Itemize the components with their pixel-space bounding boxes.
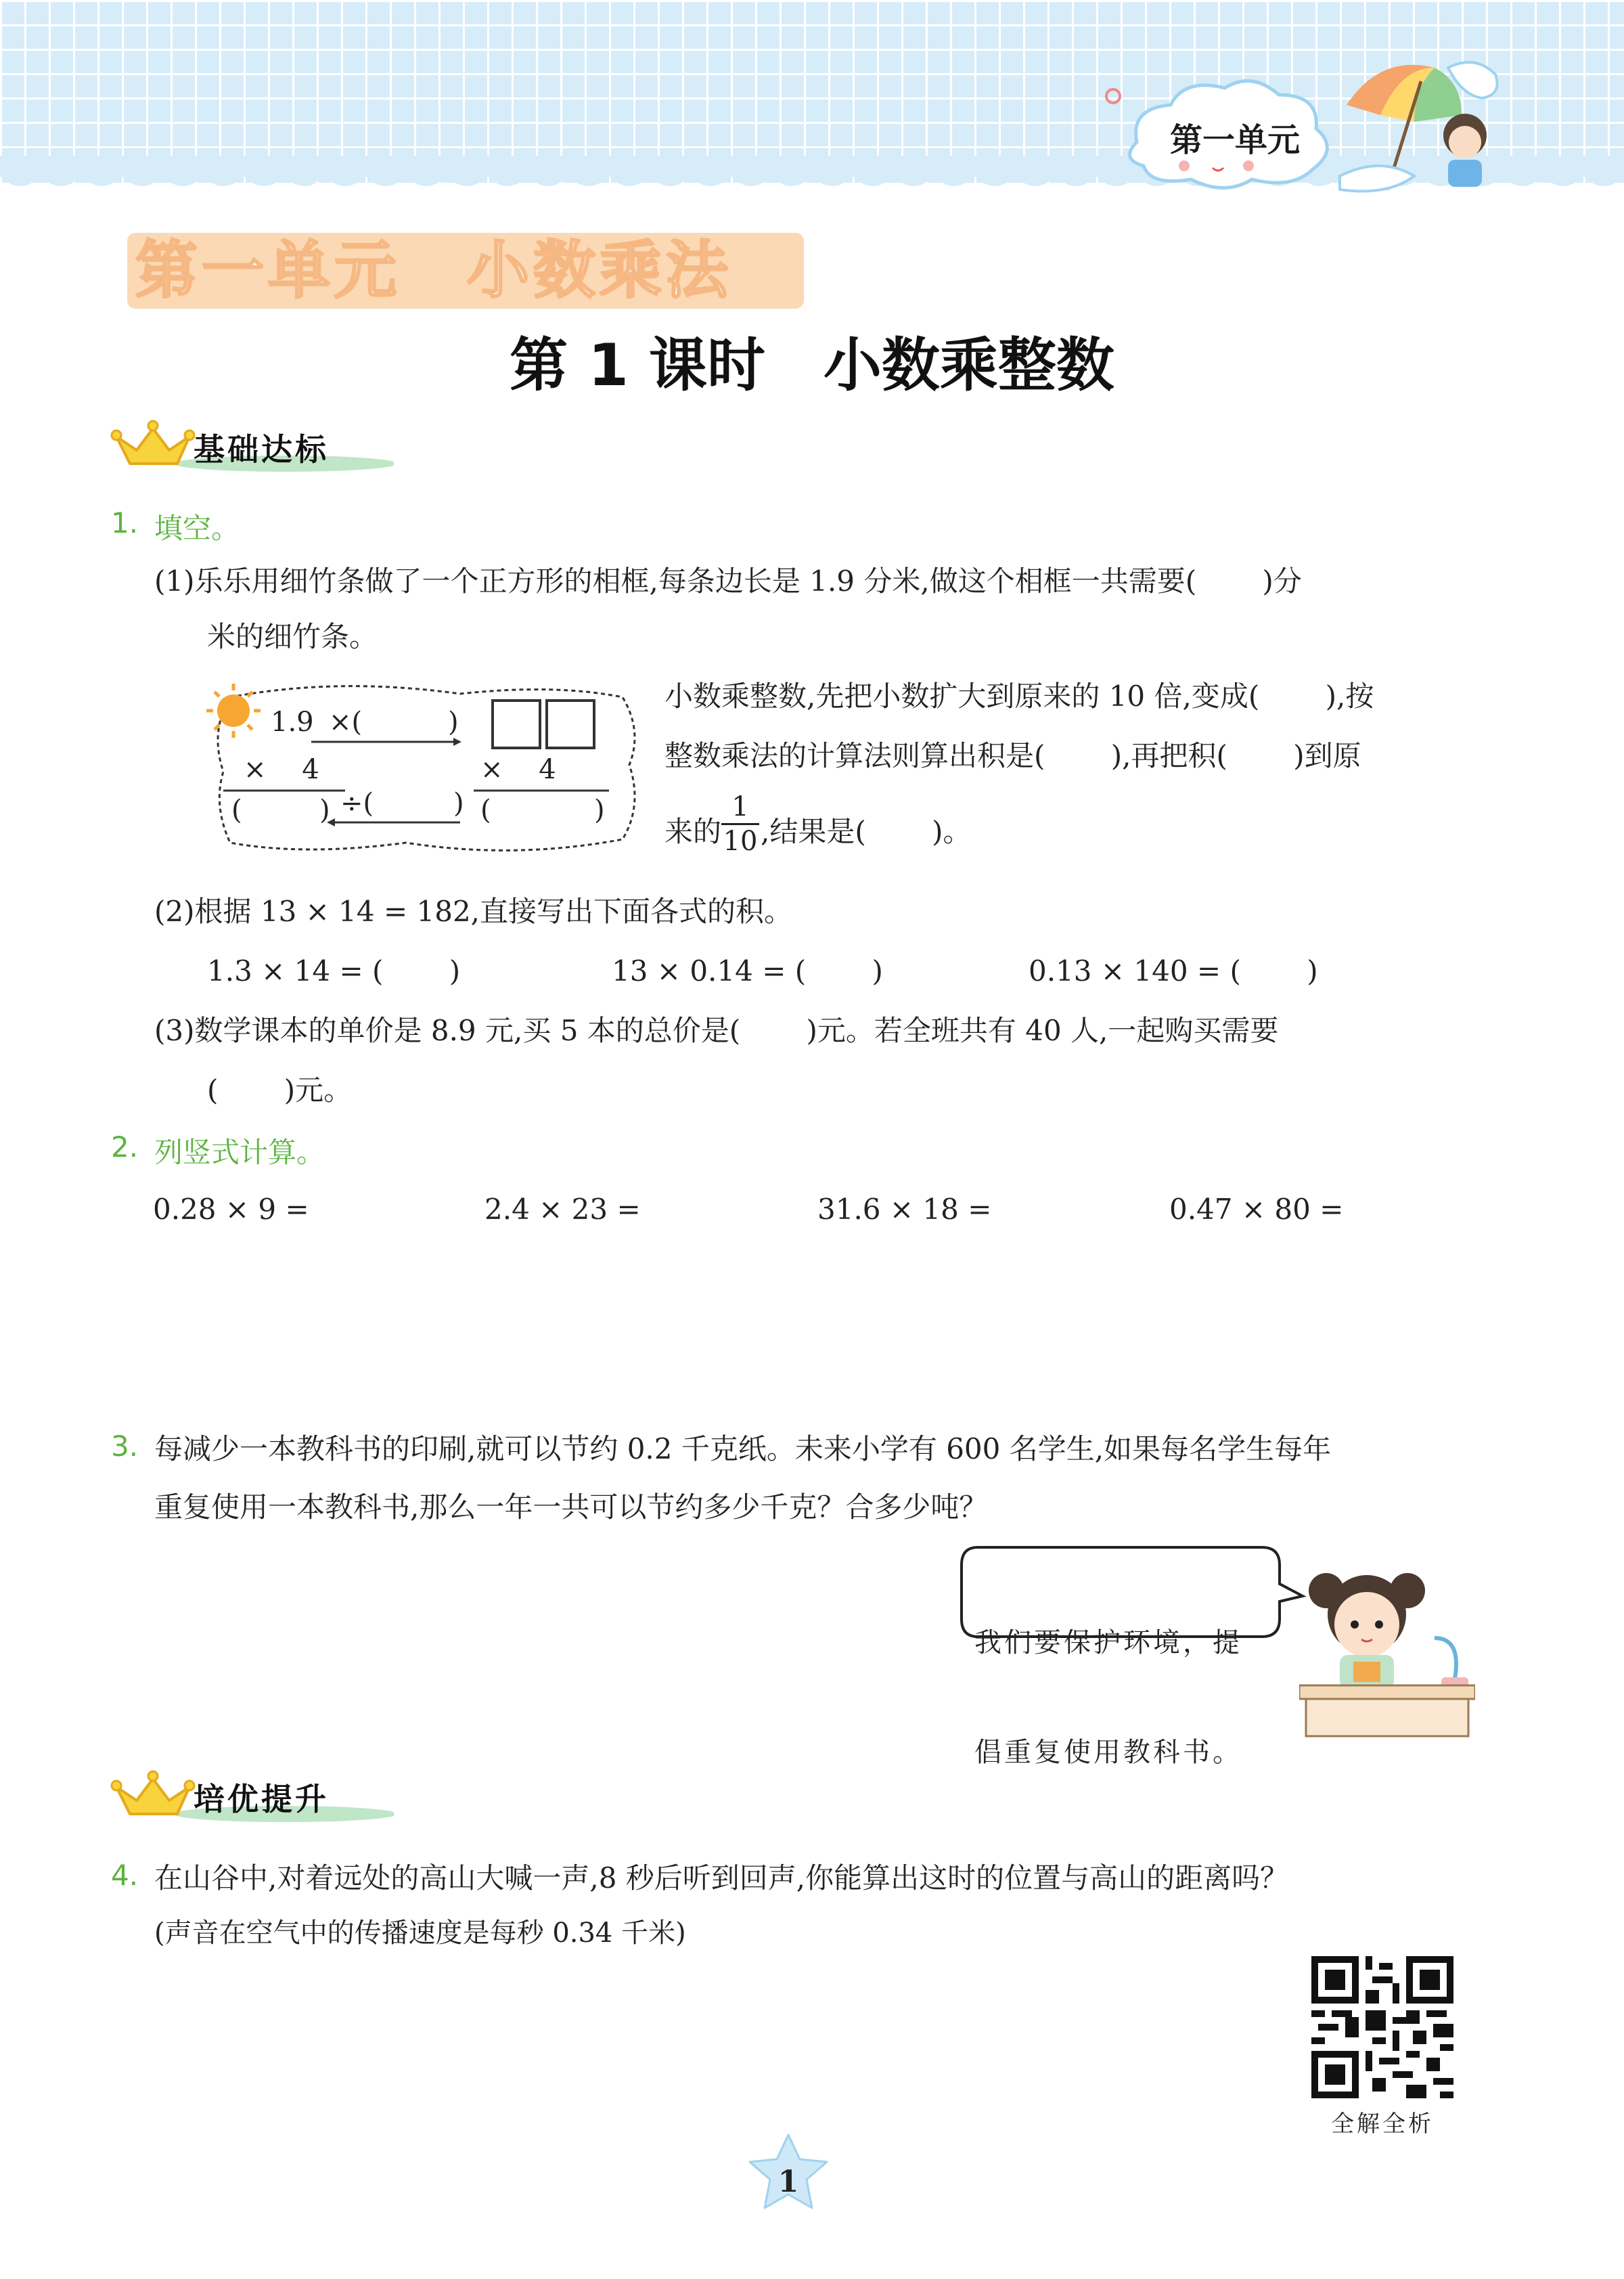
q2-item-4: 0.47 × 80 = — [1169, 1193, 1344, 1226]
q1-fraction — [721, 791, 759, 858]
diagram-top-left: 1.9 — [271, 707, 314, 738]
q1-part1-line1: (1)乐乐用细竹条做了一个正方形的相框,每条边长是 1.9 分米,做这个相框一共需要( )分 — [154, 565, 1302, 598]
diagram-div-close: ) — [453, 788, 464, 819]
q1-part3-line1: (3)数学课本的单价是 8.9 元,买 5 本的总价是( )元。若全班共有 40 人,一起购买需要 — [154, 1014, 1279, 1047]
speech-line-1: 我们要保护环境，提 — [974, 1627, 1242, 1658]
girl-reading-illustration — [1299, 1557, 1475, 1740]
q2-title: 列竖式计算。 — [154, 1136, 325, 1169]
diagram-mul-right: × 4 — [480, 754, 556, 785]
q1-part2-title: (2)根据 13 × 14 = 182,直接写出下面各式的积。 — [154, 895, 793, 928]
q3-line1: 每减少一本教科书的印刷,就可以节约 0.2 千克纸。未来小学有 600 名学生,如果每名学生每年 — [154, 1432, 1332, 1465]
fraction-denominator: 10 — [723, 826, 758, 857]
qr-code[interactable] — [1311, 1956, 1453, 2098]
q4-line2: (声音在空气中的传播速度是每秒 0.34 千米) — [154, 1918, 686, 1949]
q3-line2: 重复使用一本教科书,那么一年一共可以节约多少千克？合多少吨？ — [154, 1490, 988, 1524]
speech-bubble-text — [974, 1551, 1242, 1807]
q4-line1: 在山谷中,对着远处的高山大喊一声,8 秒后听到回声,你能算出这时的位置与高山的距离吗？ — [154, 1861, 1289, 1895]
section-advanced-label: 培优提升 — [194, 1781, 329, 1817]
speech-line-2: 倡重复使用教科书。 — [974, 1737, 1242, 1768]
unit-badge-label: 第一单元 — [1169, 121, 1300, 159]
fraction-numerator: 1 — [721, 791, 759, 825]
q1-explain-line3-pre: 来的 — [664, 815, 722, 848]
section-basic-label: 基础达标 — [194, 431, 329, 468]
diagram-div-open: ÷( — [340, 788, 374, 819]
q1-explain-line3-post: ,结果是( )。 — [761, 815, 972, 848]
qr-caption: 全解全析 — [1331, 2110, 1434, 2138]
q1-part2-item-1: 1.3 × 14 = ( ) — [207, 954, 461, 988]
diagram-times-open: ×( — [329, 707, 363, 738]
q2-item-3: 31.6 × 18 = — [817, 1193, 992, 1226]
diagram-mul-left: × 4 — [244, 754, 319, 785]
q1-explain-line1: 小数乘整数,先把小数扩大到原来的 10 倍,变成( ),按 — [664, 680, 1374, 713]
q2-item-1: 0.28 × 9 = — [153, 1193, 309, 1226]
q1-method-diagram — [203, 677, 643, 860]
q1-part1-line2: 米的细竹条。 — [207, 620, 378, 653]
diagram-res-left-open: ( — [231, 795, 242, 826]
q2-number: 2. — [111, 1130, 139, 1164]
chapter-title: 第一单元 小数乘法 — [135, 234, 733, 307]
diagram-res-left-close: ) — [319, 795, 330, 826]
q1-part2-item-3: 0.13 × 140 = ( ) — [1029, 954, 1318, 988]
diagram-res-right-close: ) — [594, 795, 605, 826]
diagram-times-close: ) — [448, 707, 459, 738]
q4-number: 4. — [111, 1859, 139, 1892]
q1-explain-line2: 整数乘法的计算法则算出积是( ),再把积( )到原 — [664, 739, 1361, 772]
lesson-title: 第 1 课时 小数乘整数 — [510, 332, 1114, 399]
q1-part3-line2: ( )元。 — [207, 1074, 353, 1107]
sun-icon — [206, 684, 261, 738]
page-number: 1 — [777, 2165, 799, 2199]
q1-number: 1. — [111, 506, 139, 539]
q1-part2-item-2: 13 × 0.14 = ( ) — [612, 954, 883, 988]
diagram-res-right-open: ( — [480, 795, 491, 826]
q3-number: 3. — [111, 1430, 139, 1463]
q1-title: 填空。 — [154, 512, 240, 545]
q2-item-2: 2.4 × 23 = — [484, 1193, 641, 1226]
